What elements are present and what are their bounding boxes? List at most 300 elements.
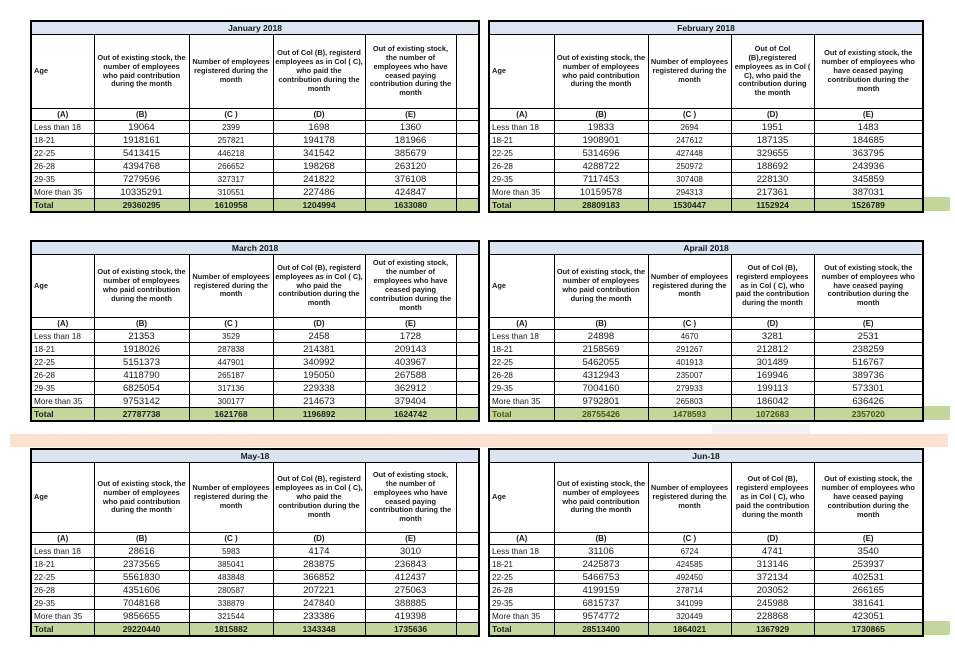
header-col-b: Out of existing stock, the number of employees who paid contribution during the month: [94, 35, 189, 109]
table-cell: 199113: [731, 382, 814, 395]
table-cell: 287838: [189, 343, 273, 356]
month-table: [488, 20, 924, 213]
table-cell: 2425873: [554, 558, 648, 571]
table-cell: 636426: [814, 395, 923, 408]
table-cell: 340992: [273, 356, 365, 369]
table-row: [31, 356, 479, 369]
header-col-d: Out of Col (B), registerd employees as in Col ( C), who paid the contribution during the month: [731, 255, 814, 318]
table-cell: 283875: [273, 558, 365, 571]
age-group-label: 22-25: [31, 147, 94, 160]
table-cell: 214673: [273, 395, 365, 408]
table-row: [31, 558, 479, 571]
total-row-extension: [924, 197, 950, 211]
peach-separator-band: [10, 434, 948, 447]
table-cell: 31106: [554, 545, 648, 558]
table-row: [31, 147, 479, 160]
table-cell: 1951: [731, 121, 814, 134]
table-cell: 187135: [731, 134, 814, 147]
table-cell: 195050: [273, 369, 365, 382]
cell-filler: [456, 369, 479, 382]
table-cell: 9753142: [94, 395, 189, 408]
total-label: Total: [31, 623, 94, 637]
header-filler: [456, 35, 479, 109]
table-cell: 427448: [648, 147, 731, 160]
column-label-row: [489, 533, 923, 545]
header-col-b: Out of existing stock, the number of employees who paid contribution during the month: [94, 463, 189, 533]
age-group-label: 26-28: [31, 160, 94, 173]
table-cell: 446218: [189, 147, 273, 160]
table-cell: 28616: [94, 545, 189, 558]
table-row: [489, 186, 923, 199]
table-cell: 447901: [189, 356, 273, 369]
table-cell: 321544: [189, 610, 273, 623]
table-cell: 233386: [273, 610, 365, 623]
cell-filler: [456, 173, 479, 186]
table-cell: 4288722: [554, 160, 648, 173]
table-cell: 401913: [648, 356, 731, 369]
column-label: (C ): [648, 533, 731, 545]
table-cell: 207221: [273, 584, 365, 597]
total-cell: 1478593: [648, 408, 731, 422]
total-cell: 1196892: [273, 408, 365, 422]
total-label: Total: [31, 199, 94, 213]
table-cell: 3529: [189, 330, 273, 343]
table-row: [31, 369, 479, 382]
table-row: [31, 343, 479, 356]
table-cell: 9792801: [554, 395, 648, 408]
total-cell: 28513400: [554, 623, 648, 637]
cell-filler: [456, 584, 479, 597]
table-cell: 2531: [814, 330, 923, 343]
header-col-b: Out of existing stock, the number of employees who paid contribution during the month: [94, 255, 189, 318]
table-title: May-18: [31, 449, 479, 463]
table-row: [489, 597, 923, 610]
age-group-label: 29-35: [489, 597, 554, 610]
table-row: [489, 584, 923, 597]
table-cell: 229338: [273, 382, 365, 395]
table-row: [489, 369, 923, 382]
total-cell: 1152924: [731, 199, 814, 213]
age-group-label: 18-21: [31, 343, 94, 356]
cell-filler: [456, 147, 479, 160]
total-row-extension: [924, 621, 950, 635]
table-cell: 5462055: [554, 356, 648, 369]
table-row: [31, 382, 479, 395]
table-cell: 7048168: [94, 597, 189, 610]
total-cell: 1815882: [189, 623, 273, 637]
cell-filler: [456, 382, 479, 395]
table-cell: 228868: [731, 610, 814, 623]
header-age: Age: [31, 255, 94, 318]
total-cell: 1730865: [814, 623, 923, 637]
month-table-wrap: [488, 20, 924, 213]
table-header-row: [489, 255, 923, 318]
table-title-row: [31, 449, 479, 463]
table-cell: 423051: [814, 610, 923, 623]
table-cell: 5466753: [554, 571, 648, 584]
table-title-row: [489, 241, 923, 255]
column-label: (E): [365, 109, 456, 121]
age-group-label: Less than 18: [489, 330, 554, 343]
table-cell: 4351606: [94, 584, 189, 597]
total-cell: 1072683: [731, 408, 814, 422]
table-row: [31, 610, 479, 623]
table-cell: 279933: [648, 382, 731, 395]
table-row: [489, 173, 923, 186]
column-label: (A): [489, 318, 554, 330]
total-cell: 27787738: [94, 408, 189, 422]
column-label: (B): [94, 533, 189, 545]
table-cell: 516767: [814, 356, 923, 369]
table-cell: 327317: [189, 173, 273, 186]
table-cell: 212812: [731, 343, 814, 356]
table-cell: 2373565: [94, 558, 189, 571]
table-header-row: [31, 35, 479, 109]
age-group-label: Less than 18: [31, 121, 94, 134]
total-cell: 1530447: [648, 199, 731, 213]
month-table-wrap: [30, 240, 480, 422]
table-row: [31, 571, 479, 584]
table-cell: 198268: [273, 160, 365, 173]
table-cell: 376108: [365, 173, 456, 186]
table-cell: 385679: [365, 147, 456, 160]
total-label: Total: [31, 408, 94, 422]
table-cell: 412437: [365, 571, 456, 584]
table-cell: 265803: [648, 395, 731, 408]
table-cell: 320449: [648, 610, 731, 623]
table-title-row: [31, 21, 479, 35]
table-cell: 363795: [814, 147, 923, 160]
table-cell: 235007: [648, 369, 731, 382]
table-cell: 24898: [554, 330, 648, 343]
column-label: (B): [554, 318, 648, 330]
age-group-label: 29-35: [31, 382, 94, 395]
header-age: Age: [31, 463, 94, 533]
table-cell: 181966: [365, 134, 456, 147]
table-cell: 4741: [731, 545, 814, 558]
table-cell: 6724: [648, 545, 731, 558]
age-group-label: 26-28: [489, 160, 554, 173]
table-cell: 169946: [731, 369, 814, 382]
table-cell: 236843: [365, 558, 456, 571]
label-filler: [456, 318, 479, 330]
cell-filler: [456, 356, 479, 369]
total-cell: 28755426: [554, 408, 648, 422]
header-col-c: Number of employees registered during the month: [648, 463, 731, 533]
column-label: (D): [273, 533, 365, 545]
table-cell: 3281: [731, 330, 814, 343]
age-group-label: 18-21: [489, 134, 554, 147]
table-cell: 307408: [648, 173, 731, 186]
table-cell: 253937: [814, 558, 923, 571]
table-cell: 338879: [189, 597, 273, 610]
total-row: [489, 408, 923, 422]
column-label: (E): [365, 318, 456, 330]
table-header-row: [31, 255, 479, 318]
table-title-row: [31, 241, 479, 255]
table-row: [31, 545, 479, 558]
column-label: (B): [94, 318, 189, 330]
cell-filler: [456, 558, 479, 571]
table-cell: 266652: [189, 160, 273, 173]
table-cell: 263120: [365, 160, 456, 173]
total-cell: 1621768: [189, 408, 273, 422]
total-cell: 1367929: [731, 623, 814, 637]
total-row: [31, 408, 479, 422]
total-label: Total: [489, 199, 554, 213]
table-cell: 1360: [365, 121, 456, 134]
table-cell: 424847: [365, 186, 456, 199]
total-label: Total: [489, 623, 554, 637]
age-group-label: 22-25: [489, 356, 554, 369]
table-cell: 4394768: [94, 160, 189, 173]
table-cell: 402531: [814, 571, 923, 584]
table-row: [31, 597, 479, 610]
header-col-e: Out of existing stock, the number of employees who have ceased paying contribution during the month: [814, 35, 923, 109]
table-cell: 385041: [189, 558, 273, 571]
age-group-label: Less than 18: [31, 545, 94, 558]
table-row: [489, 343, 923, 356]
column-label: (D): [273, 109, 365, 121]
total-filler: [456, 623, 479, 637]
table-cell: 4670: [648, 330, 731, 343]
header-col-d: Out of Col (B), registerd employees as in Col ( C), who paid the contribution during the month: [273, 255, 365, 318]
age-group-label: More than 35: [489, 395, 554, 408]
column-label: (E): [814, 533, 923, 545]
month-table-wrap: [30, 448, 480, 637]
table-title: February 2018: [489, 21, 923, 35]
table-row: [31, 330, 479, 343]
table-cell: 300177: [189, 395, 273, 408]
table-cell: 389736: [814, 369, 923, 382]
month-table-wrap: [488, 448, 924, 637]
total-cell: 1526789: [814, 199, 923, 213]
table-cell: 1728: [365, 330, 456, 343]
table-cell: 5314696: [554, 147, 648, 160]
table-cell: 1908901: [554, 134, 648, 147]
cell-filler: [456, 134, 479, 147]
column-label: (B): [554, 109, 648, 121]
table-cell: 483848: [189, 571, 273, 584]
table-cell: 7279596: [94, 173, 189, 186]
table-cell: 21353: [94, 330, 189, 343]
table-cell: 424585: [648, 558, 731, 571]
age-group-label: 26-28: [31, 369, 94, 382]
header-col-e: Out of existing stock, the number of employees who have ceased paying contribution during the month: [814, 463, 923, 533]
month-table: [30, 240, 480, 422]
column-label: (A): [31, 318, 94, 330]
table-cell: 214381: [273, 343, 365, 356]
table-cell: 267588: [365, 369, 456, 382]
month-table: [30, 448, 480, 637]
cell-filler: [456, 395, 479, 408]
table-cell: 266165: [814, 584, 923, 597]
table-cell: 19064: [94, 121, 189, 134]
table-cell: 294313: [648, 186, 731, 199]
age-group-label: More than 35: [31, 610, 94, 623]
column-label-row: [489, 318, 923, 330]
table-row: [489, 147, 923, 160]
table-cell: 7117453: [554, 173, 648, 186]
table-row: [489, 330, 923, 343]
total-row: [489, 199, 923, 213]
age-group-label: 18-21: [31, 558, 94, 571]
table-cell: 388885: [365, 597, 456, 610]
total-cell: 2357020: [814, 408, 923, 422]
age-group-label: More than 35: [489, 610, 554, 623]
cell-filler: [456, 545, 479, 558]
header-filler: [456, 255, 479, 318]
cell-filler: [456, 330, 479, 343]
total-cell: 1633080: [365, 199, 456, 213]
column-label: (C ): [189, 318, 273, 330]
header-col-d: Out of Col (B), registerd employees as in Col ( C), who paid the contribution during the month: [273, 463, 365, 533]
table-cell: 291267: [648, 343, 731, 356]
header-col-c: Number of employees registered during the month: [648, 255, 731, 318]
table-row: [489, 160, 923, 173]
label-filler: [456, 109, 479, 121]
table-cell: 4199159: [554, 584, 648, 597]
table-cell: 5151373: [94, 356, 189, 369]
header-col-d: Out of Col (B), registerd employees as in Col ( C), who paid the contribution during the month: [273, 35, 365, 109]
column-label: (A): [31, 533, 94, 545]
column-label: (C ): [648, 318, 731, 330]
header-col-b: Out of existing stock, the number of employees who paid contribution during the month: [554, 463, 648, 533]
table-row: [31, 395, 479, 408]
column-label-row: [31, 109, 479, 121]
table-cell: 9856655: [94, 610, 189, 623]
table-cell: 345859: [814, 173, 923, 186]
age-group-label: Less than 18: [489, 121, 554, 134]
age-group-label: 29-35: [31, 173, 94, 186]
header-age: Age: [489, 35, 554, 109]
table-cell: 341099: [648, 597, 731, 610]
column-label: (E): [365, 533, 456, 545]
table-cell: 203052: [731, 584, 814, 597]
table-cell: 573301: [814, 382, 923, 395]
total-cell: 29220440: [94, 623, 189, 637]
column-label: (C ): [648, 109, 731, 121]
table-title: Jun-18: [489, 449, 923, 463]
month-table: [30, 20, 480, 213]
column-label: (A): [31, 109, 94, 121]
column-label-row: [489, 109, 923, 121]
age-group-label: 22-25: [489, 147, 554, 160]
column-label: (B): [94, 109, 189, 121]
table-cell: 184685: [814, 134, 923, 147]
age-group-label: 29-35: [489, 173, 554, 186]
table-title: March 2018: [31, 241, 479, 255]
column-label: (D): [731, 318, 814, 330]
total-cell: 1735636: [365, 623, 456, 637]
table-cell: 4118790: [94, 369, 189, 382]
table-cell: 209143: [365, 343, 456, 356]
table-cell: 5983: [189, 545, 273, 558]
header-col-d: Out of Col (B),registered employees as in Col ( C), who paid the contribution during the month: [731, 35, 814, 109]
table-row: [489, 545, 923, 558]
header-col-c: Number of employees registered during the month: [189, 463, 273, 533]
cell-filler: [456, 121, 479, 134]
column-label: (D): [731, 109, 814, 121]
month-table-wrap: [488, 240, 924, 422]
table-cell: 341542: [273, 147, 365, 160]
column-label-row: [31, 533, 479, 545]
table-row: [31, 121, 479, 134]
table-cell: 403967: [365, 356, 456, 369]
column-label: (C ): [189, 533, 273, 545]
table-cell: 372134: [731, 571, 814, 584]
table-cell: 301489: [731, 356, 814, 369]
age-group-label: 22-25: [489, 571, 554, 584]
header-col-b: Out of existing stock, the number of employees who paid contribution during the month: [554, 255, 648, 318]
table-cell: 419398: [365, 610, 456, 623]
table-cell: 362912: [365, 382, 456, 395]
table-row: [489, 356, 923, 369]
table-cell: 275063: [365, 584, 456, 597]
header-col-e: Out of existing stock, the number of employees who have ceased paying contribution during the month: [365, 35, 456, 109]
total-label: Total: [489, 408, 554, 422]
total-filler: [456, 408, 479, 422]
header-filler: [456, 463, 479, 533]
table-title: January 2018: [31, 21, 479, 35]
table-cell: 265187: [189, 369, 273, 382]
month-table-wrap: [30, 20, 480, 213]
table-cell: 329655: [731, 147, 814, 160]
table-cell: 1918026: [94, 343, 189, 356]
table-row: [31, 160, 479, 173]
table-cell: 2399: [189, 121, 273, 134]
header-col-b: Out of existing stock, the number of employees who paid contribution during the month: [554, 35, 648, 109]
table-cell: 4312943: [554, 369, 648, 382]
table-cell: 217361: [731, 186, 814, 199]
column-label: (B): [554, 533, 648, 545]
table-cell: 317136: [189, 382, 273, 395]
header-col-c: Number of employees registered during the month: [189, 35, 273, 109]
total-row: [31, 623, 479, 637]
table-cell: 9574772: [554, 610, 648, 623]
table-title: Aprail 2018: [489, 241, 923, 255]
table-cell: 238259: [814, 343, 923, 356]
table-cell: 1483: [814, 121, 923, 134]
table-cell: 194178: [273, 134, 365, 147]
table-header-row: [489, 463, 923, 533]
header-age: Age: [31, 35, 94, 109]
total-cell: 1624742: [365, 408, 456, 422]
total-row: [489, 623, 923, 637]
column-label: (A): [489, 533, 554, 545]
table-cell: 227486: [273, 186, 365, 199]
table-cell: 7004160: [554, 382, 648, 395]
table-cell: 228130: [731, 173, 814, 186]
column-label: (D): [731, 533, 814, 545]
total-cell: 1864021: [648, 623, 731, 637]
age-group-label: 26-28: [489, 369, 554, 382]
table-cell: 310551: [189, 186, 273, 199]
table-cell: 247612: [648, 134, 731, 147]
age-group-label: 26-28: [31, 584, 94, 597]
age-group-label: 22-25: [31, 356, 94, 369]
table-row: [489, 571, 923, 584]
table-title-row: [489, 449, 923, 463]
total-cell: 28809183: [554, 199, 648, 213]
header-col-c: Number of employees registered during the month: [189, 255, 273, 318]
cell-filler: [456, 610, 479, 623]
table-row: [489, 382, 923, 395]
label-filler: [456, 533, 479, 545]
table-cell: 10159578: [554, 186, 648, 199]
table-cell: 10335291: [94, 186, 189, 199]
table-cell: 3540: [814, 545, 923, 558]
